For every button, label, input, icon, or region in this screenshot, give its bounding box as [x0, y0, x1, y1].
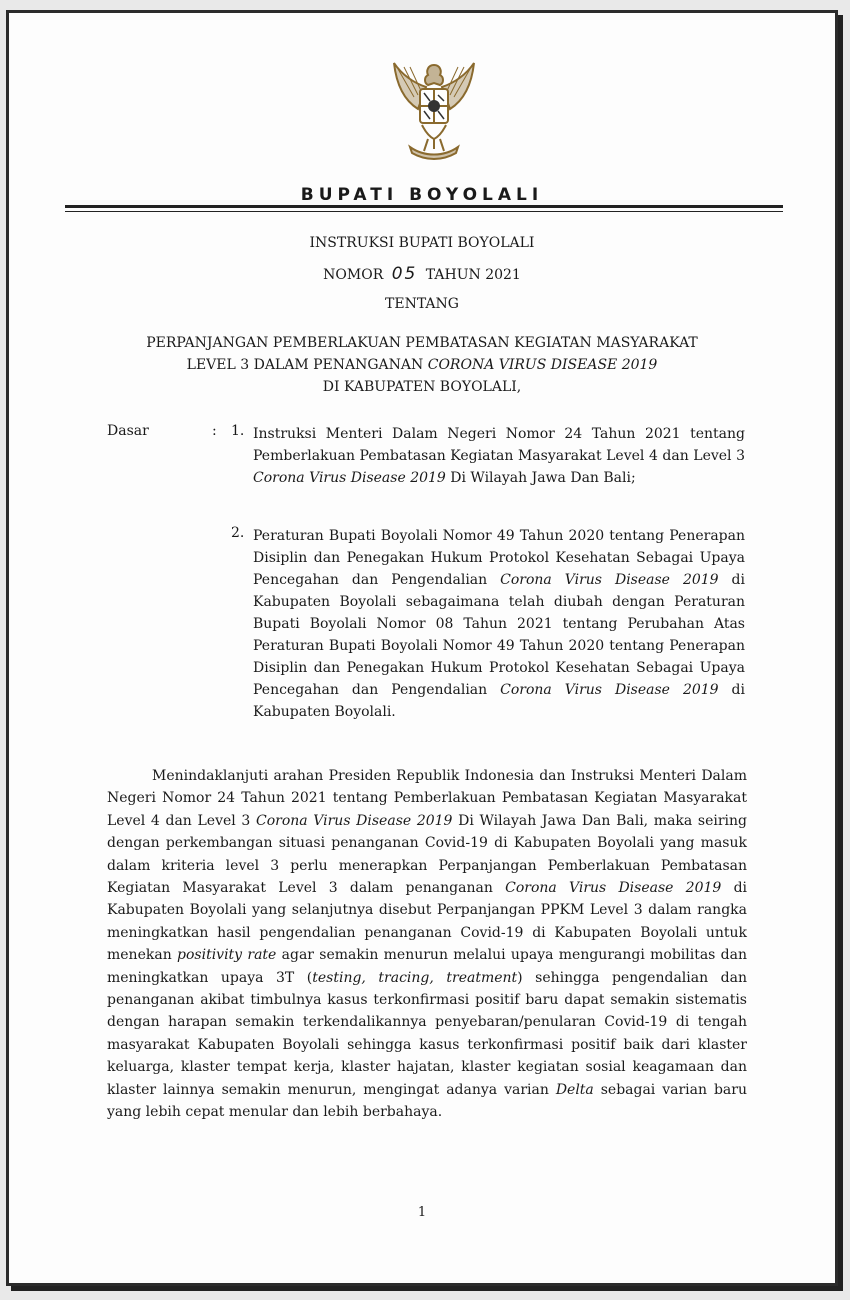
instruction-number — [9, 264, 835, 284]
dasar-item-2-text-b: Corona Virus Disease 2019 — [500, 572, 719, 588]
letterhead-rule-thin — [65, 211, 783, 212]
dasar-item-2-number: 2. — [231, 525, 245, 541]
dasar-item-2 — [253, 525, 745, 723]
body-text-1: Menindaklanjuti arahan Presiden Republik Indonesia dan Instruksi Menteri Dalam Negeri Nomor 24 Tahun 2021 tentang Pemberlakuan Pembatasan Kegiatan Masyarakat Level 4 dan Level 3 — [107, 768, 747, 829]
body-text-2: Corona Virus Disease 2019 — [255, 812, 453, 829]
subject-line-3: DI KABUPATEN BOYOLALI, — [322, 379, 522, 395]
body-text-3: Di Wilayah Jawa Dan Bali, maka seiring dengan perkembangan situasi penanganan Covid-19 di Kabupaten Boyolali yang masuk dalam kriteria level 3 perlu menerapkan Perpanjangan Pemberlakuan Pembatasan Kegiatan Masyarakat Level 3 dalam penanganan — [107, 812, 748, 897]
body-paragraph — [107, 765, 747, 1124]
dasar-item-1 — [253, 423, 745, 489]
body-text-6: positivity rate — [177, 947, 277, 964]
dasar-colon: : — [212, 423, 217, 439]
nomor-label: NOMOR — [323, 267, 384, 283]
body-text-8: testing, tracing, treatment — [312, 969, 518, 986]
letterhead-rule-thick — [65, 205, 783, 208]
dasar-item-1-text-a: Instruksi Menteri Dalam Negeri Nomor 24 Tahun 2021 tentang Pemberlakuan Pembatasan Kegiatan Masyarakat Level 4 dan Level 3 — [253, 426, 745, 464]
body-text-10: Delta — [555, 1081, 594, 1098]
garuda-emblem-icon — [384, 53, 484, 163]
body-text-4: Corona Virus Disease 2019 — [505, 880, 722, 897]
subject-line-2a: LEVEL 3 DALAM PENANGANAN — [186, 357, 428, 373]
page-number: 1 — [417, 1205, 427, 1220]
body-text-9: ) sehingga pengendalian dan penanganan akibat timbulnya kasus terkonfirmasi positif baru dapat semakin sistematis dengan harapan semakin terkendalikannya penyebaran/penularan Covid-19 di tengah masyarakat Kabupaten Boyolali sehingga kasus terkonfirmasi positif baik dari klaster keluarga, klaster tempat kerja, klaster hajatan, klaster kegiatan sosial keagamaan dan klaster lainnya semakin menurun, mengingat adanya varian — [107, 969, 747, 1098]
nomor-value: 05 — [391, 264, 418, 284]
dasar-item-2-text-a: Peraturan Bupati Boyolali Nomor 49 Tahun 2020 tentang Penerapan Disiplin dan Penegakan Hukum Protokol Kesehatan Sebagai Upaya Pencegahan dan Pengendalian — [253, 528, 745, 588]
tentang-label: TENTANG — [385, 296, 459, 312]
dasar-item-1-text-b: Corona Virus Disease 2019 — [253, 470, 446, 486]
body-text-7: agar semakin menurun melalui upaya mengurangi mobilitas dan meningkatkan upaya 3T ( — [107, 947, 747, 986]
tahun-label: TAHUN 2021 — [425, 267, 521, 283]
dasar-item-2-text-c: di Kabupaten Boyolali sebagaimana telah diubah dengan Peraturan Bupati Boyolali Nomor 08 Tahun 2021 tentang Perubahan Atas Peraturan Bupati Boyolali Nomor 49 Tahun 2020 tentang Penerapan Disiplin dan Penegakan Hukum Protokol Kesehatan Sebagai Upaya Pencegahan dan Pengendalian — [253, 572, 745, 698]
dasar-item-1-number: 1. — [231, 423, 245, 439]
dasar-label: Dasar — [107, 423, 149, 439]
subject-line-2 — [9, 357, 835, 373]
dasar-item-2-text-d: Corona Virus Disease 2019 — [500, 682, 719, 698]
subject-line-1: PERPANJANGAN PEMBERLAKUAN PEMBATASAN KEGIATAN MASYARAKAT — [146, 335, 698, 351]
body-text-5: di Kabupaten Boyolali yang selanjutnya disebut Perpanjangan PPKM Level 3 dalam rangka meningkatkan hasil pengendalian penanganan Covid-19 di Kabupaten Boyolali untuk menekan — [107, 880, 748, 964]
dasar-item-1-text-c: Di Wilayah Jawa Dan Bali; — [445, 470, 636, 486]
instruction-title: INSTRUKSI BUPATI BOYOLALI — [309, 235, 535, 251]
body-text-11: sebagai varian baru yang lebih cepat menular dan lebih berbahaya. — [107, 1081, 747, 1121]
dasar-item-2-text-e: di Kabupaten Boyolali. — [253, 682, 745, 720]
subject-line-2b: CORONA VIRUS DISEASE 2019 — [427, 357, 658, 373]
letterhead-title: BUPATI BOYOLALI — [300, 185, 544, 205]
document-page — [6, 10, 838, 1286]
